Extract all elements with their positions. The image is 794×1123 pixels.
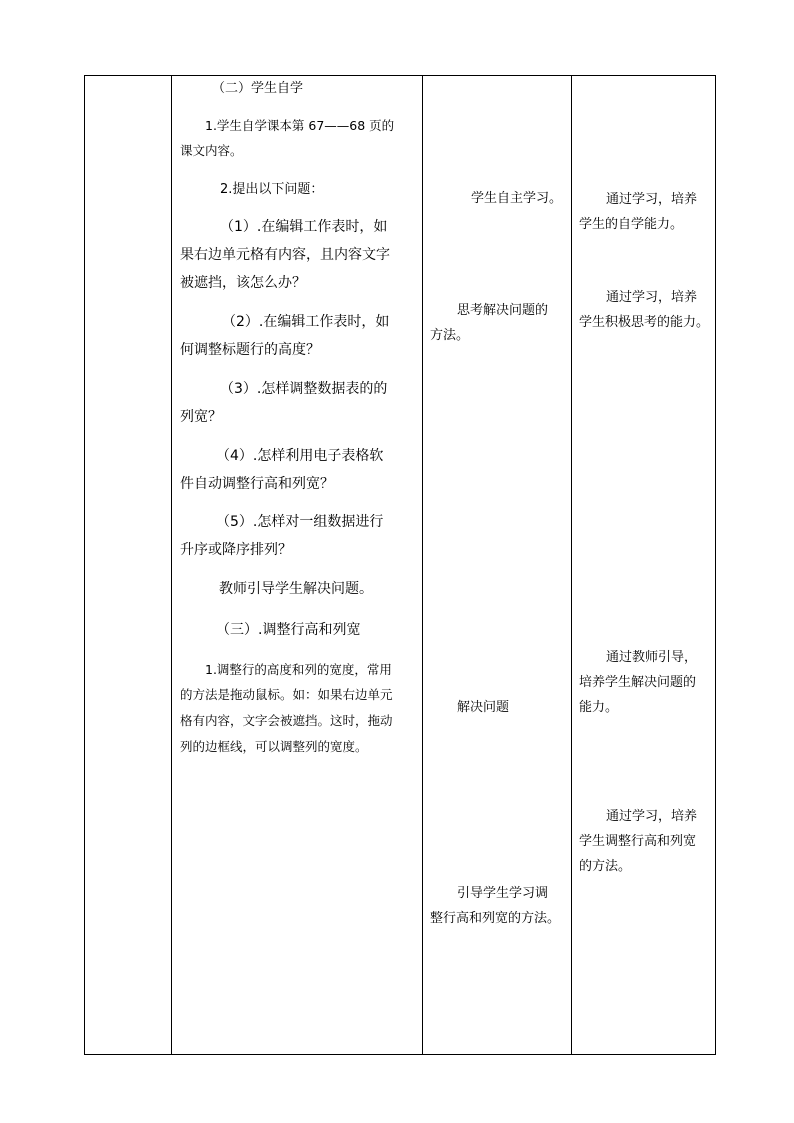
question2-line1: （2）.在编辑工作表时，如 [222,314,390,330]
question1-line1: （1）.在编辑工作表时，如 [220,219,388,235]
para1-line4: 列的边框线，可以调整列的宽度。 [180,739,368,754]
intent3-line1: 通过教师引导， [606,650,698,665]
intent4-line3: 的方法。 [579,859,632,874]
activity-think-line2: 方法。 [430,328,470,343]
intent2-line1: 通过学习，培养 [606,290,698,305]
intent3-line3: 能力。 [579,700,619,715]
para1-line2: 的方法是拖动鼠标。如：如果右边单元 [180,687,393,702]
question3-line2: 列宽？ [180,409,222,425]
table-top-border [84,75,716,76]
question3-line1: （3）.怎样调整数据表的的 [220,381,388,397]
question5-line1: （5）.怎样对一组数据进行 [216,514,384,530]
item1-line2: 课文内容。 [180,143,243,158]
question1-line2: 果右边单元格有内容，且内容文字 [180,247,390,263]
activity-think-line1: 思考解决问题的 [457,303,549,318]
question4-line2: 件自动调整行高和列宽？ [180,476,334,492]
question5-line2: 升序或降序排列？ [180,542,292,558]
table-left-border [84,75,85,1055]
table-bottom-border [84,1054,716,1055]
para1-line3: 格有内容，文字会被遮挡。这时，拖动 [180,713,393,728]
column-divider-2 [422,75,423,1055]
para1-line1: 1.调整行的高度和列的宽度，常用 [205,662,392,677]
table-right-border [715,75,716,1055]
activity-guide-line1: 引导学生学习调 [457,886,549,901]
item2: 2.提出以下问题： [220,182,324,197]
item1-line1: 1.学生自学课本第 67——68 页的 [205,118,395,133]
activity-solve: 解决问题 [457,700,510,715]
column-divider-1 [171,75,172,1055]
intent1-line2: 学生的自学能力。 [579,217,684,232]
activity-self-study: 学生自主学习。 [471,191,563,206]
intent4-line1: 通过学习，培养 [606,809,698,824]
question4-line1: （4）.怎样利用电子表格软 [216,448,384,464]
intent2-line2: 学生积极思考的能力。 [579,315,710,330]
section-heading-3: （三）.调整行高和列宽 [216,622,361,638]
intent4-line2: 学生调整行高和列宽 [579,834,697,849]
activity-guide-line2: 整行高和列宽的方法。 [430,911,561,926]
column-divider-3 [571,75,572,1055]
question2-line2: 何调整标题行的高度？ [180,342,320,358]
teacher-guide: 教师引导学生解决问题。 [219,581,373,597]
intent1-line1: 通过学习，培养 [606,192,698,207]
question1-line3: 被遮挡，该怎么办？ [180,275,306,291]
section-heading-2: （二）学生自学 [212,81,304,96]
intent3-line2: 培养学生解决问题的 [579,675,697,690]
